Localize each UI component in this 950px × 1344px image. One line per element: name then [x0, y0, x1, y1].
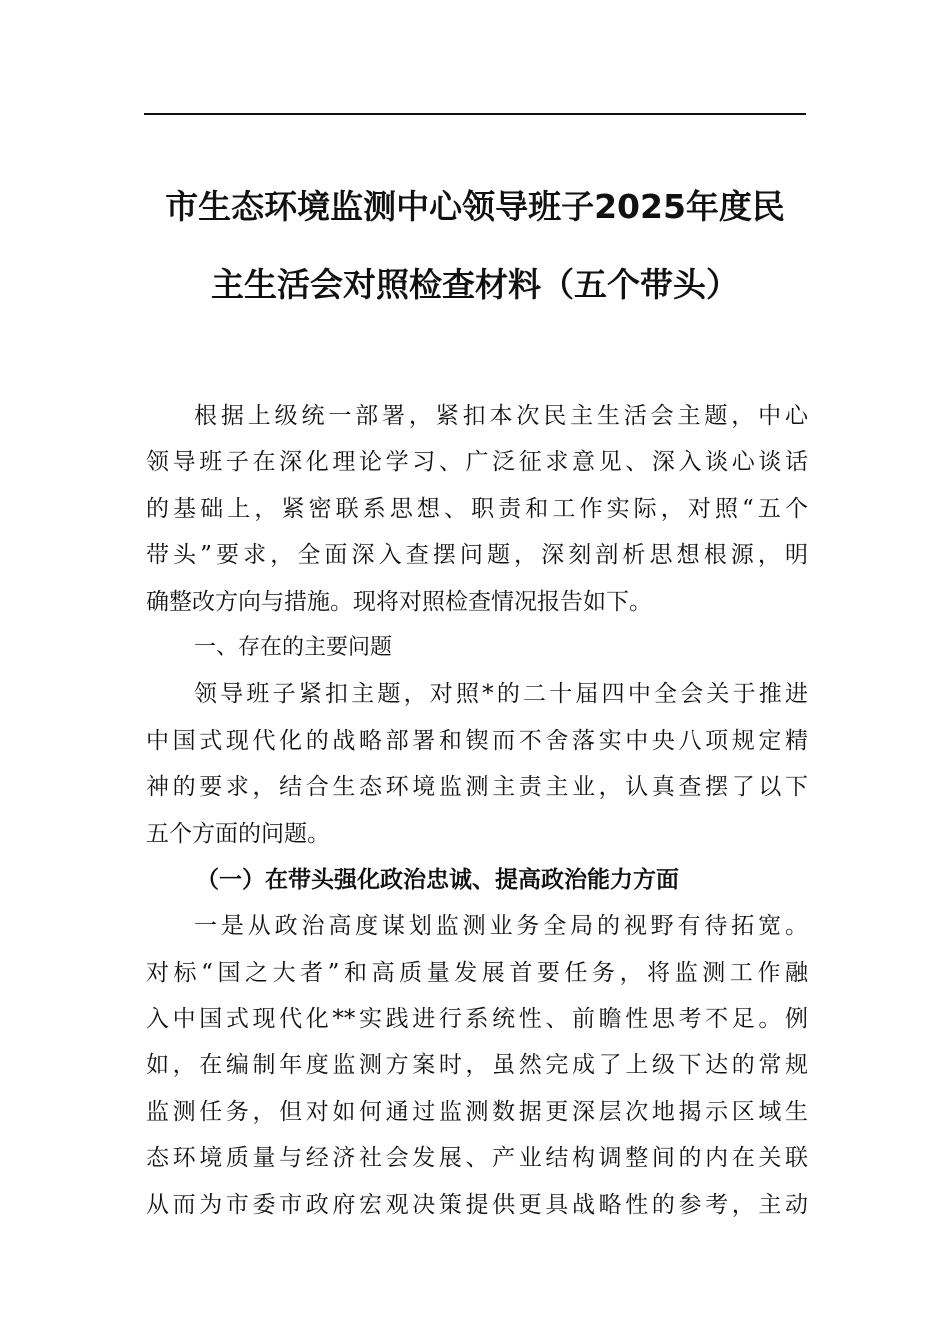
subsection-heading-political-loyalty: （一）在带头强化政治忠诚、提高政治能力方面 [196, 865, 679, 893]
section1-line-3: 神的要求，结合生态环境监测主责主业，认真查摆了以下 [146, 774, 808, 801]
subsection1-line-1: 一是从政治高度谋划监测业务全局的视野有待拓宽。 [194, 913, 808, 940]
subsection1-line-4: 如，在编制年度监测方案时，虽然完成了上级下达的常规 [146, 1052, 808, 1079]
document-body [146, 393, 808, 1228]
subsection1-line-6: 态环境质量与经济社会发展、产业结构调整间的内在关联 [146, 1145, 808, 1172]
subsection1-line-2: 对标“国之大者”和高质量发展首要任务，将监测工作融 [146, 959, 808, 986]
document-title [144, 168, 806, 324]
section1-line-4: 五个方面的问题。 [146, 820, 330, 847]
intro-line-1: 根据上级统一部署，紧扣本次民主生活会主题，中心 [194, 403, 808, 429]
subsection1-line-5: 监测任务，但对如何通过监测数据更深层次地揭示区域生 [146, 1098, 808, 1125]
header-rule [144, 113, 806, 115]
intro-line-5: 确整改方向与措施。现将对照检查情况报告如下。 [146, 588, 652, 615]
title-line-2: 主生活会对照检查材料（五个带头） [211, 265, 739, 304]
intro-line-4: 带头”要求，全面深入查摆问题，深刻剖析思想根源，明 [146, 542, 808, 569]
section1-line-1: 领导班子紧扣主题，对照*的二十届四中全会关于推进 [194, 681, 808, 708]
section-heading-problems: 一、存在的主要问题 [194, 634, 393, 660]
subsection1-line-7: 从而为市委市政府宏观决策提供更具战略性的参考，主动 [146, 1191, 808, 1218]
intro-line-2: 领导班子在深化理论学习、广泛征求意见、深入谈心谈话 [146, 449, 808, 476]
intro-line-3: 的基础上，紧密联系思想、职责和工作实际，对照“五个 [146, 495, 808, 522]
title-line-1: 市生态环境监测中心领导班子2025年度民 [165, 187, 785, 226]
section1-line-2: 中国式现代化的战略部署和锲而不舍落实中央八项规定精 [146, 727, 808, 754]
subsection1-line-3: 入中国式现代化**实践进行系统性、前瞻性思考不足。例 [146, 1006, 808, 1033]
